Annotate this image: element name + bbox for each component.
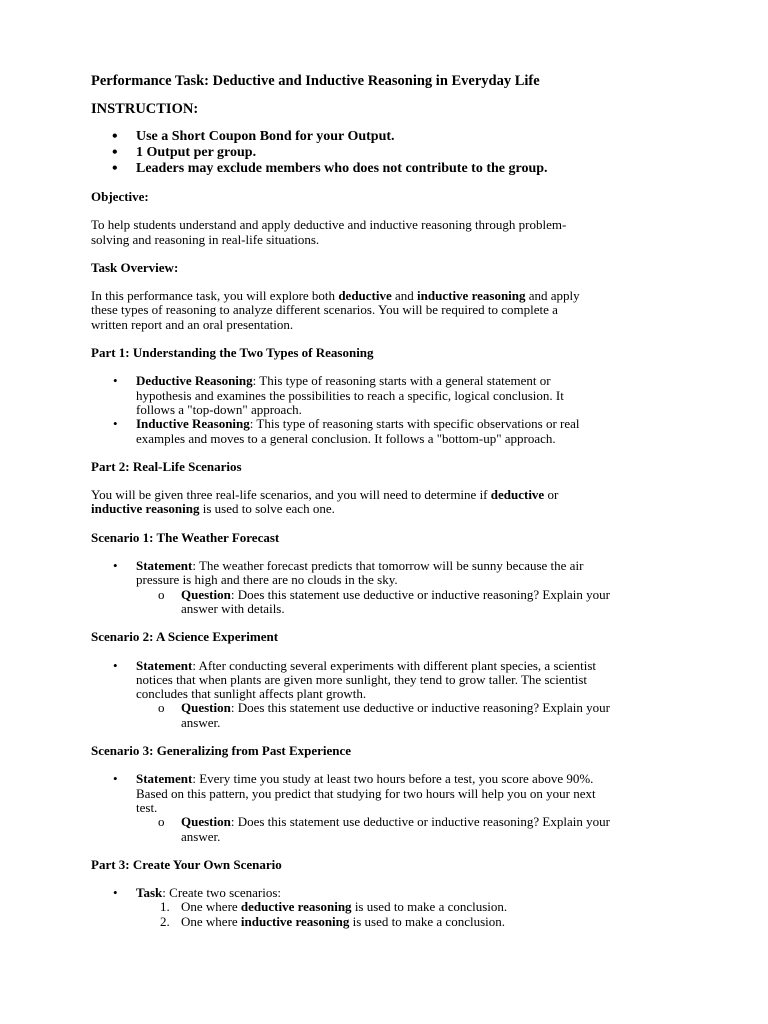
text-run: : The weather forecast predicts that tomorrow will be sunny because the air: [192, 558, 584, 574]
scenario2-question: [136, 701, 691, 730]
scenario2-statement: [91, 659, 691, 730]
text-run: : After conducting several experiments with different plant species, a scientist: [192, 657, 597, 673]
instruction-item: • 1 Output per group.: [91, 145, 691, 161]
scenario3-sublist: [136, 815, 691, 844]
instruction-item: • Leaders may exclude members who does not contribute to the group.: [91, 161, 691, 177]
inductive-definition: [91, 417, 691, 446]
overview-heading: Task Overview:: [91, 259, 179, 275]
scenario1-heading: Scenario 1: The Weather Forecast: [91, 529, 280, 545]
bold-run: Inductive Reasoning: [136, 416, 250, 432]
scenario3-question: [136, 815, 691, 844]
text-run: Based on this pattern, you predict that studying for two hours will help you on your next: [136, 785, 596, 801]
scenario3-statement: [91, 772, 691, 843]
part3-list: [91, 886, 691, 929]
instruction-item: • Use a Short Coupon Bond for your Output.: [91, 129, 691, 145]
text-run: and: [391, 288, 418, 304]
text-run: and apply: [525, 288, 580, 304]
bold-run: Statement: [136, 657, 193, 673]
scenario1-list: [91, 559, 691, 616]
text-run: answer with details.: [181, 600, 285, 616]
bold-run: Task: [136, 885, 163, 901]
part3-task: [91, 886, 691, 929]
list-number: 1.: [160, 899, 170, 915]
text-run: : This type of reasoning starts with specific observations or real: [249, 416, 580, 432]
text-run: : This type of reasoning starts with a general statement or: [252, 373, 551, 389]
text-run: test.: [136, 799, 158, 815]
text-run: pressure is high and there are no clouds in the sky.: [136, 572, 398, 588]
text-run: : Create two scenarios:: [162, 885, 282, 901]
text-run: concludes that sunlight affects plant growth.: [136, 686, 367, 702]
text-run: In this performance task, you will explore both: [91, 288, 339, 304]
instruction-list: [91, 129, 691, 177]
text-run: : Does this statement use deductive or inductive reasoning? Explain your: [230, 700, 610, 716]
text-run: written report and an oral presentation.: [91, 316, 294, 332]
bold-run: deductive: [490, 487, 545, 503]
objective-heading: Objective:: [91, 189, 149, 204]
bold-run: Question: [181, 700, 231, 716]
document-page: [91, 73, 691, 943]
text-run: One where: [181, 913, 241, 929]
scenario1-question: [136, 588, 691, 617]
text-run: hypothesis and examines the possibilities to reach a specific, logical conclusion. It: [136, 387, 564, 403]
bold-run: deductive: [338, 288, 392, 304]
bold-run: Statement: [136, 558, 193, 574]
text-run: is used to make a conclusion.: [349, 913, 505, 929]
text-run: examples and moves to a general conclusion. It follows a "bottom-up" approach.: [136, 430, 556, 446]
part3-item: [136, 900, 691, 914]
objective-line: To help students understand and apply deductive and inductive reasoning through problem-: [91, 217, 567, 233]
part2-heading: Part 2: Real-Life Scenarios: [91, 458, 242, 474]
bold-run: Question: [181, 814, 231, 830]
bold-run: inductive reasoning: [91, 501, 200, 517]
scenario1-sublist: [136, 588, 691, 617]
deductive-definition: [91, 374, 691, 417]
scenario1-statement: [91, 559, 691, 616]
instruction-heading: INSTRUCTION:: [91, 101, 199, 117]
text-run: : Does this statement use deductive or inductive reasoning? Explain your: [230, 586, 610, 602]
part3-item: [136, 915, 691, 929]
part2-text: [91, 488, 691, 517]
bold-run: deductive reasoning: [240, 899, 352, 915]
text-run: answer.: [181, 828, 221, 844]
part1-list: [91, 374, 691, 445]
scenario3-list: [91, 772, 691, 843]
scenario3-heading: Scenario 3: Generalizing from Past Experience: [91, 743, 352, 759]
part1-heading: Part 1: Understanding the Two Types of Reasoning: [91, 345, 374, 361]
objective-line: solving and reasoning in real-life situations.: [91, 231, 320, 247]
objective-text: [91, 218, 691, 247]
text-run: is used to solve each one.: [199, 501, 335, 517]
scenario2-sublist: [136, 701, 691, 730]
text-run: : Every time you study at least two hours before a test, you score above 90%.: [192, 771, 594, 787]
list-number: 2.: [160, 913, 170, 929]
text-run: You will be given three real-life scenarios, and you will need to determine if: [91, 487, 491, 503]
bold-run: Question: [181, 586, 231, 602]
text-run: is used to make a conclusion.: [351, 899, 508, 915]
text-run: follows a "top-down" approach.: [136, 401, 302, 417]
text-run: answer.: [181, 714, 221, 730]
text-run: : Does this statement use deductive or inductive reasoning? Explain your: [230, 814, 610, 830]
bold-run: Statement: [136, 771, 193, 787]
part3-heading: Part 3: Create Your Own Scenario: [91, 856, 282, 872]
text-run: or: [544, 487, 559, 503]
scenario2-heading: Scenario 2: A Science Experiment: [91, 629, 279, 645]
bold-run: Deductive Reasoning: [136, 373, 253, 389]
document-title: Performance Task: Deductive and Inductive Reasoning in Everyday Life: [91, 73, 540, 89]
overview-text: [91, 289, 691, 332]
text-run: these types of reasoning to analyze different scenarios. You will be required to complete a: [91, 302, 558, 318]
text-run: notices that when plants are given more sunlight, they tend to grow taller. The scientist: [136, 671, 588, 687]
text-run: One where: [181, 899, 241, 915]
part3-numbered-list: [136, 900, 691, 929]
scenario2-list: [91, 659, 691, 730]
bold-run: inductive reasoning: [240, 913, 350, 929]
bold-run: inductive reasoning: [417, 288, 526, 304]
